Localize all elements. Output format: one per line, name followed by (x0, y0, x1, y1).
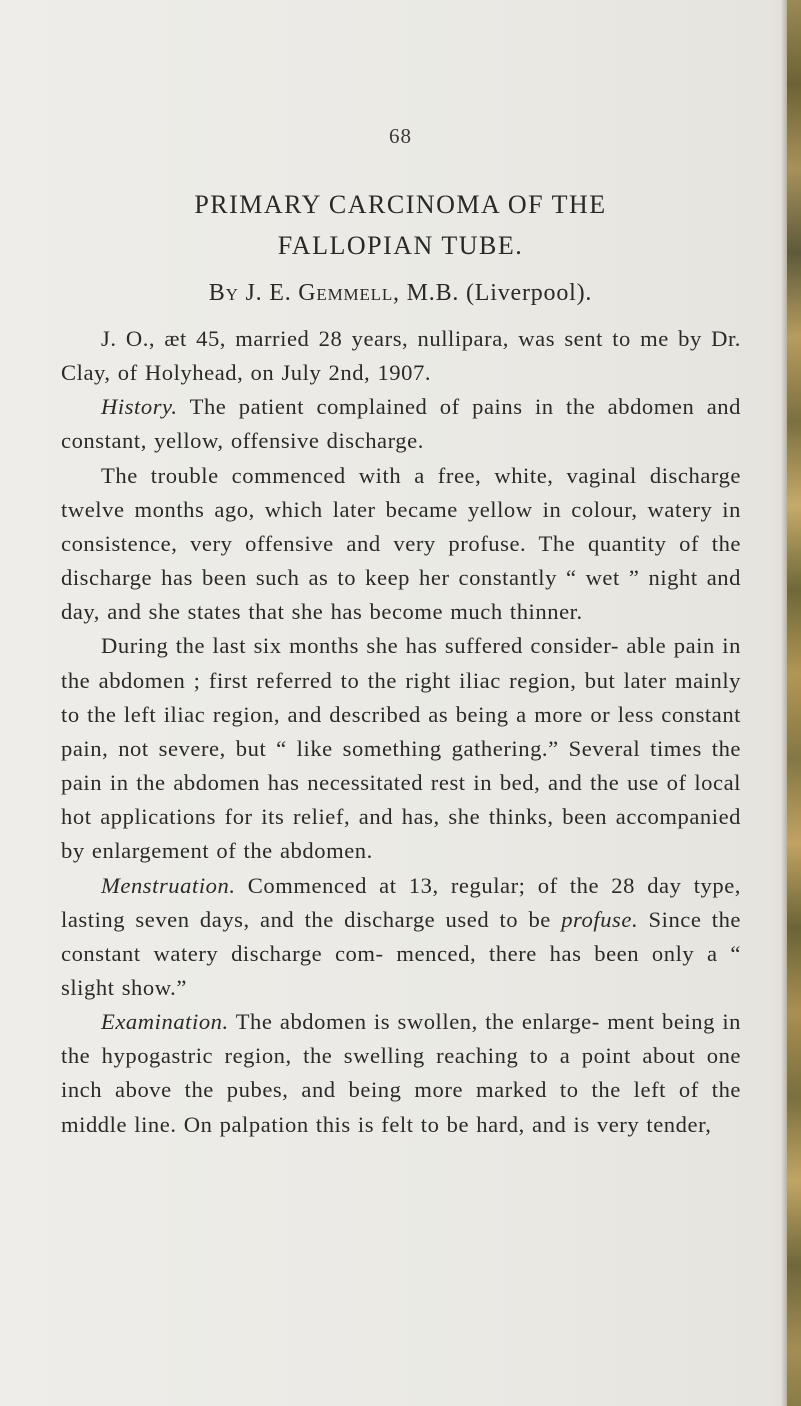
byline-credentials: M.B. (Liverpool). (406, 280, 593, 306)
paragraph-menstruation (61, 869, 741, 1006)
examination-text: The abdomen is swollen, the enlarge- ment being in the hypogastric region, the swelling reaching to a point about one inch above the pubes, and being more marked to the left of the middle line. On palpation this is felt to be hard, and is very tender, (61, 1009, 741, 1137)
paragraph-examination (61, 1005, 741, 1142)
byline-by: By (208, 280, 239, 306)
paragraph-intro: J. O., æt 45, married 28 years, nullipara, was sent to me by Dr. Clay, of Holyhead, on July 2nd, 1907. (61, 326, 741, 386)
menstruation-heading: Menstruation. (101, 872, 236, 898)
author-byline (0, 280, 801, 307)
paragraph-during: During the last six months she has suffered consider- able pain in the abdomen ; first referred to the right iliac region, but later mainly to the left iliac region, and described as being a more or less constant pain, not severe, but “ like something gathering.” Several times the pain in the abdomen has necessitated rest in bed, and the use of local hot applications for its relief, and has, she thinks, been accompanied by enlargement of the abdomen. (61, 633, 741, 864)
page-number: 68 (389, 124, 412, 148)
article-title-line-2: FALLOPIAN TUBE. (277, 231, 524, 260)
menstruation-text-a: Commenced at 13, regular; of the 28 day type, lasting seven days, and the discharge used to be (61, 872, 741, 932)
menstruation-text-b: Since the constant watery discharge com- menced, there has been only a “ slight show.” (61, 906, 742, 1000)
examination-heading: Examination. (101, 1009, 229, 1035)
article-title-line-1: PRIMARY CARCINOMA OF THE (194, 190, 607, 219)
history-heading: History. (101, 394, 178, 420)
byline-author: J. E. Gemmell, (245, 280, 400, 306)
history-text: The patient complained of pains in the abdomen and constant, yellow, offensive discharge. (61, 394, 742, 454)
menstruation-emphasis: profuse. (561, 906, 639, 932)
paragraph-trouble: The trouble commenced with a free, white, vaginal discharge twelve months ago, which later became yellow in colour, watery in consistence, very offensive and very profuse. The quantity of the discharge has been such as to keep her constantly “ wet ” night and day, and she states that she has become much thinner. (61, 462, 741, 625)
paragraph-history (61, 390, 741, 458)
article-body (61, 322, 741, 1142)
